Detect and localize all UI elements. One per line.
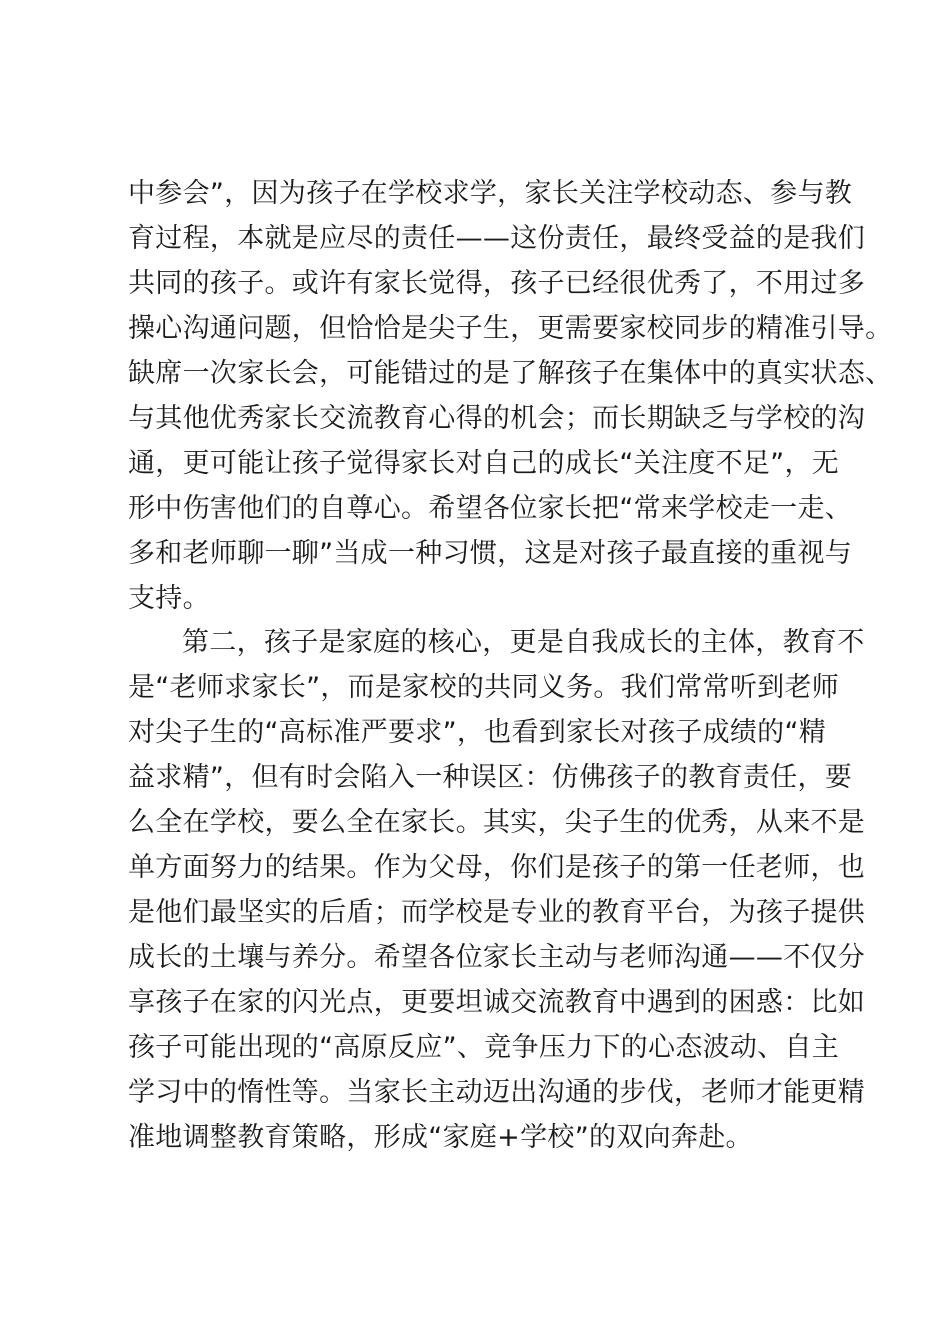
paragraph-line: 孩子可能出现的“高原反应”、竞争压力下的心态波动、自主: [128, 1032, 840, 1063]
paragraph-line: 第二，孩子是家庭的核心，更是自我成长的主体，教育不: [182, 627, 865, 658]
paragraph-line: 是“老师求家长”，而是家校的共同义务。我们常常听到老师: [128, 672, 840, 703]
paragraph-line: 多和老师聊一聊”当成一种习惯，这是对孩子最直接的重视与: [128, 538, 853, 569]
paragraph-line: 单方面努力的结果。作为父母，你们是孩子的第一任老师，也: [128, 852, 866, 883]
paragraph-line: 学习中的惰性等。当家长主动迈出沟通的步伐，老师才能更精: [128, 1077, 866, 1108]
paragraph-line: 与其他优秀家长交流教育心得的机会；而长期缺乏与学校的沟: [128, 403, 866, 434]
paragraph-line: 通，更可能让孩子觉得家长对自己的成长“关注度不足”，无: [128, 448, 840, 479]
paragraph-line: 么全在学校，要么全在家长。其实，尖子生的优秀，从来不是: [128, 807, 866, 838]
paragraph-line: 享孩子在家的闪光点，更要坦诚交流教育中遇到的困惑：比如: [128, 987, 866, 1018]
paragraph-line: 对尖子生的“高标准严要求”，也看到家长对孩子成绩的“精: [128, 717, 827, 748]
paragraph-line: 形中伤害他们的自尊心。希望各位家长把“常来学校走一走、: [128, 493, 853, 524]
paragraph-line: 成长的土壤与养分。希望各位家长主动与老师沟通——不仅分: [128, 942, 866, 973]
paragraph-line: 中参会”，因为孩子在学校求学，家长关注学校动态、参与教: [128, 178, 853, 209]
paragraph-2: [128, 620, 866, 1160]
paragraph-line: 益求精”，但有时会陷入一种误区：仿佛孩子的教育责任，要: [128, 762, 853, 793]
paragraph-1: [128, 171, 893, 621]
paragraph-line: 共同的孩子。或许有家长觉得，孩子已经很优秀了，不用过多: [128, 268, 866, 299]
paragraph-line: 支持。: [128, 583, 210, 614]
paragraph-line: 操心沟通问题，但恰恰是尖子生，更需要家校同步的精准引导。: [128, 313, 893, 344]
paragraph-line: 是他们最坚实的后盾；而学校是专业的教育平台，为孩子提供: [128, 897, 866, 928]
paragraph-line: 缺席一次家长会，可能错过的是了解孩子在集体中的真实状态、: [128, 358, 893, 389]
paragraph-line: 育过程，本就是应尽的责任——这份责任，最终受益的是我们: [128, 223, 866, 254]
paragraph-line: 准地调整教育策略，形成“家庭+学校”的双向奔赴。: [128, 1122, 753, 1153]
